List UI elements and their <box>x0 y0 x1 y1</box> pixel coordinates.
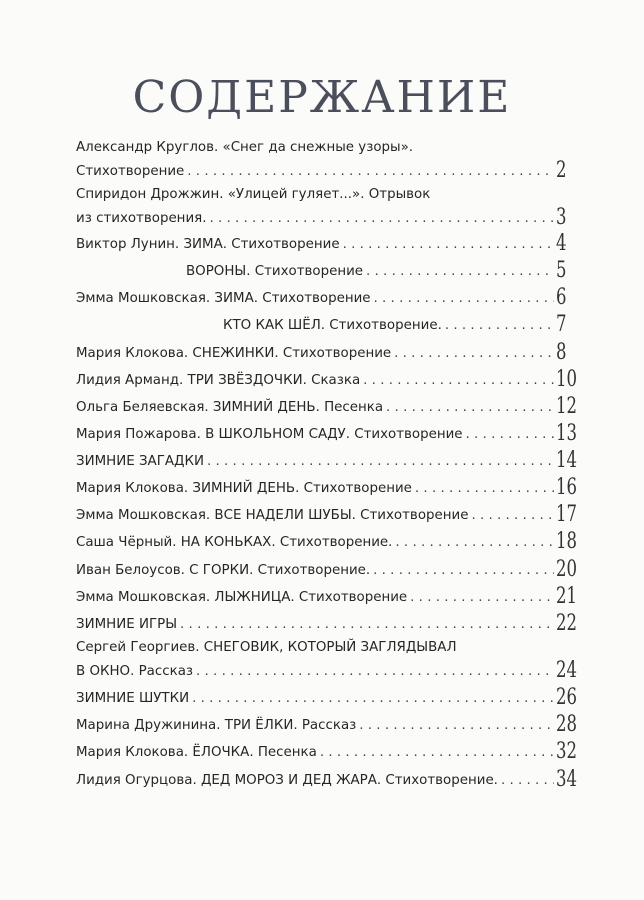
page-number: 4 <box>556 231 567 256</box>
toc-entry[interactable] <box>76 427 554 447</box>
page-number: 26 <box>556 685 577 710</box>
toc-entry-text: Виктор Лунин. ЗИМА. Стихотворение <box>76 237 340 252</box>
toc-entry[interactable] <box>76 237 554 257</box>
page-number: 8 <box>556 340 567 365</box>
toc-entry-text: Мария Клокова. ЁЛОЧКА. Песенка <box>76 745 317 760</box>
toc-entry[interactable] <box>76 640 554 684</box>
page-number: 32 <box>556 739 577 764</box>
page-number: 21 <box>556 584 577 609</box>
dot-leader <box>395 535 554 550</box>
page-number: 6 <box>556 285 567 310</box>
page-number: 34 <box>556 767 577 792</box>
toc-entry[interactable] <box>76 773 554 793</box>
toc-entry-text: Мария Пожарова. В ШКОЛЬНОМ САДУ. Стихотворение <box>76 427 463 442</box>
page-number: 28 <box>556 712 577 737</box>
toc-entry[interactable] <box>76 400 554 420</box>
page-number: 17 <box>556 502 577 527</box>
toc-entry[interactable] <box>76 140 554 184</box>
dot-leader <box>180 617 554 632</box>
dot-leader <box>363 373 554 388</box>
toc-entry-text: Александр Круглов. «Снег да снежные узоры». <box>76 140 414 155</box>
dot-leader <box>196 664 554 679</box>
page-number: 10 <box>556 367 577 392</box>
toc-entry[interactable] <box>76 590 554 610</box>
toc-entry-text: из стихотворения. <box>76 211 207 226</box>
page-number: 5 <box>556 258 567 283</box>
dot-leader <box>343 237 554 252</box>
page-number: 18 <box>556 529 577 554</box>
dot-leader <box>386 400 554 415</box>
dot-leader <box>466 427 554 442</box>
toc-entry[interactable] <box>76 718 554 738</box>
toc-entry-text: Лидия Арманд. ТРИ ЗВЁЗДОЧКИ. Сказка <box>76 373 361 388</box>
toc-entry[interactable] <box>76 508 554 528</box>
dot-leader <box>359 718 554 733</box>
toc-entry[interactable] <box>76 454 554 474</box>
page-number: 16 <box>556 475 577 500</box>
toc-entry[interactable] <box>76 346 554 366</box>
toc-entry[interactable] <box>76 745 554 765</box>
dot-leader <box>445 318 554 333</box>
toc-entry-text: Лидия Огурцова. ДЕД МОРОЗ И ДЕД ЖАРА. Стихотворение. <box>76 773 498 788</box>
toc-entry-text: Мария Клокова. ЗИМНИЙ ДЕНЬ. Стихотворение <box>76 481 412 496</box>
page-number: 12 <box>556 394 577 419</box>
toc-entry[interactable] <box>76 187 554 231</box>
page-number: 24 <box>556 658 577 683</box>
toc-entry-text: ЗИМНИЕ ИГРЫ <box>76 617 178 632</box>
toc-entry-text: Сергей Георгиев. СНЕГОВИК, КОТОРЫЙ ЗАГЛЯДЫВАЛ <box>76 640 457 655</box>
dot-leader <box>415 481 554 496</box>
toc-entry-text: В ОКНО. Рассказ <box>76 664 194 679</box>
toc-entry-text: Ольга Беляевская. ЗИМНИЙ ДЕНЬ. Песенка <box>76 400 384 415</box>
toc-entry[interactable] <box>76 535 554 555</box>
dot-leader <box>209 211 554 226</box>
toc-entry-text: ВОРОНЫ. Стихотворение <box>186 264 364 279</box>
toc-entry[interactable] <box>76 617 554 637</box>
page-number: 14 <box>556 448 577 473</box>
dot-leader <box>320 745 554 760</box>
dot-leader <box>394 346 554 361</box>
page-number: 3 <box>556 205 567 230</box>
toc-entry-text: Эмма Мошковская. ЗИМА. Стихотворение <box>76 291 371 306</box>
toc-entry-text: Эмма Мошковская. ЛЫЖНИЦА. Стихотворение <box>76 590 408 605</box>
toc-entry-text: Спиридон Дрожжин. «Улицей гуляет...». Отрывок <box>76 187 431 202</box>
toc-entry[interactable] <box>76 481 554 501</box>
dot-leader <box>192 691 554 706</box>
toc-entry-text: Стихотворение <box>76 164 185 179</box>
toc-entry[interactable] <box>76 563 554 583</box>
toc-entry-text: ЗИМНИЕ ЗАГАДКИ <box>76 454 205 469</box>
toc-entry-text: КТО КАК ШЁЛ. Стихотворение. <box>223 318 442 333</box>
dot-leader <box>366 264 554 279</box>
toc-entry-text: Саша Чёрный. НА КОНЬКАХ. Стихотворение. <box>76 535 393 550</box>
toc-entry[interactable] <box>76 264 554 284</box>
toc-entry-text: Мария Клокова. СНЕЖИНКИ. Стихотворение <box>76 346 392 361</box>
dot-leader <box>374 291 554 306</box>
toc-entry[interactable] <box>76 691 554 711</box>
toc-entry-text: Марина Дружинина. ТРИ ЁЛКИ. Рассказ <box>76 718 357 733</box>
toc-entry[interactable] <box>76 291 554 311</box>
page-number: 13 <box>556 421 577 446</box>
toc-entry-text: Иван Белоусов. С ГОРКИ. Стихотворение. <box>76 563 371 578</box>
toc-entry[interactable] <box>76 373 554 393</box>
dot-leader <box>207 454 554 469</box>
page-number: 7 <box>556 312 567 337</box>
page-number: 20 <box>556 557 577 582</box>
page-number: 22 <box>556 611 577 636</box>
dot-leader <box>373 563 554 578</box>
toc-entry-text: Эмма Мошковская. ВСЕ НАДЕЛИ ШУБЫ. Стихотворение <box>76 508 469 523</box>
dot-leader <box>501 773 554 788</box>
toc-entry-text: ЗИМНИЕ ШУТКИ <box>76 691 190 706</box>
page-title: СОДЕРЖАНИЕ <box>132 72 512 123</box>
dot-leader <box>187 164 554 179</box>
dot-leader <box>410 590 554 605</box>
dot-leader <box>471 508 554 523</box>
toc-entry[interactable] <box>76 318 554 338</box>
page-number: 2 <box>556 158 567 183</box>
